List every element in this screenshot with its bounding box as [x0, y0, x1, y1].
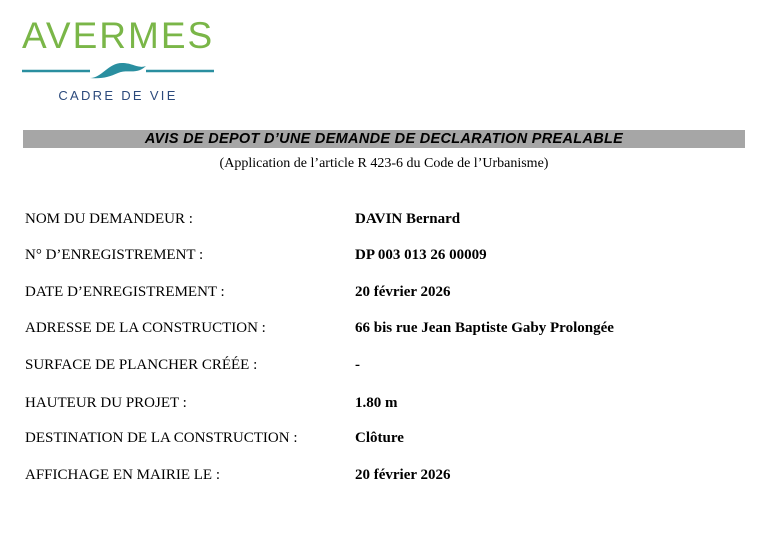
field-row-registration-number	[25, 245, 745, 265]
field-value: -	[355, 357, 360, 373]
field-value: 20 février 2026	[355, 284, 451, 300]
notice-title: AVIS DE DEPOT D’UNE DEMANDE DE DECLARATION PREALABLE	[144, 131, 624, 147]
avermes-logo	[22, 12, 214, 104]
field-label: DATE D’ENREGISTREMENT :	[25, 284, 225, 300]
field-value: Clôture	[355, 430, 404, 446]
field-label: ADRESSE DE LA CONSTRUCTION :	[25, 320, 266, 336]
field-label: NOM DU DEMANDEUR :	[25, 211, 193, 227]
field-label: N° D’ENREGISTREMENT :	[25, 247, 204, 263]
field-label: SURFACE DE PLANCHER CRÉÉE :	[25, 357, 258, 373]
field-value: 66 bis rue Jean Baptiste Gaby Prolongée	[355, 320, 614, 336]
field-value: DP 003 013 26 00009	[355, 247, 487, 263]
logo-wave-shape	[90, 63, 146, 78]
field-value: DAVIN Bernard	[355, 211, 461, 227]
field-row-posting-date	[25, 465, 745, 485]
field-value: 1.80 m	[355, 395, 398, 411]
field-row-floor-area	[25, 355, 745, 375]
field-row-applicant	[25, 209, 745, 229]
field-value: 20 février 2026	[355, 467, 451, 483]
logo-subtitle: CADRE DE VIE	[58, 88, 178, 103]
notice-subtitle: (Application de l’article R 423-6 du Code de l’Urbanisme)	[219, 156, 549, 171]
logo-name: AVERMES	[22, 15, 215, 56]
notice-title-bar	[23, 130, 745, 148]
wave-icon	[22, 58, 214, 84]
field-row-project-height	[25, 393, 745, 413]
field-label: DESTINATION DE LA CONSTRUCTION :	[25, 430, 298, 446]
field-row-registration-date	[25, 282, 745, 302]
field-row-construction-purpose	[25, 428, 745, 448]
field-label: HAUTEUR DU PROJET :	[25, 395, 187, 411]
field-label: AFFICHAGE EN MAIRIE LE :	[25, 467, 220, 483]
field-row-construction-address	[25, 318, 745, 338]
